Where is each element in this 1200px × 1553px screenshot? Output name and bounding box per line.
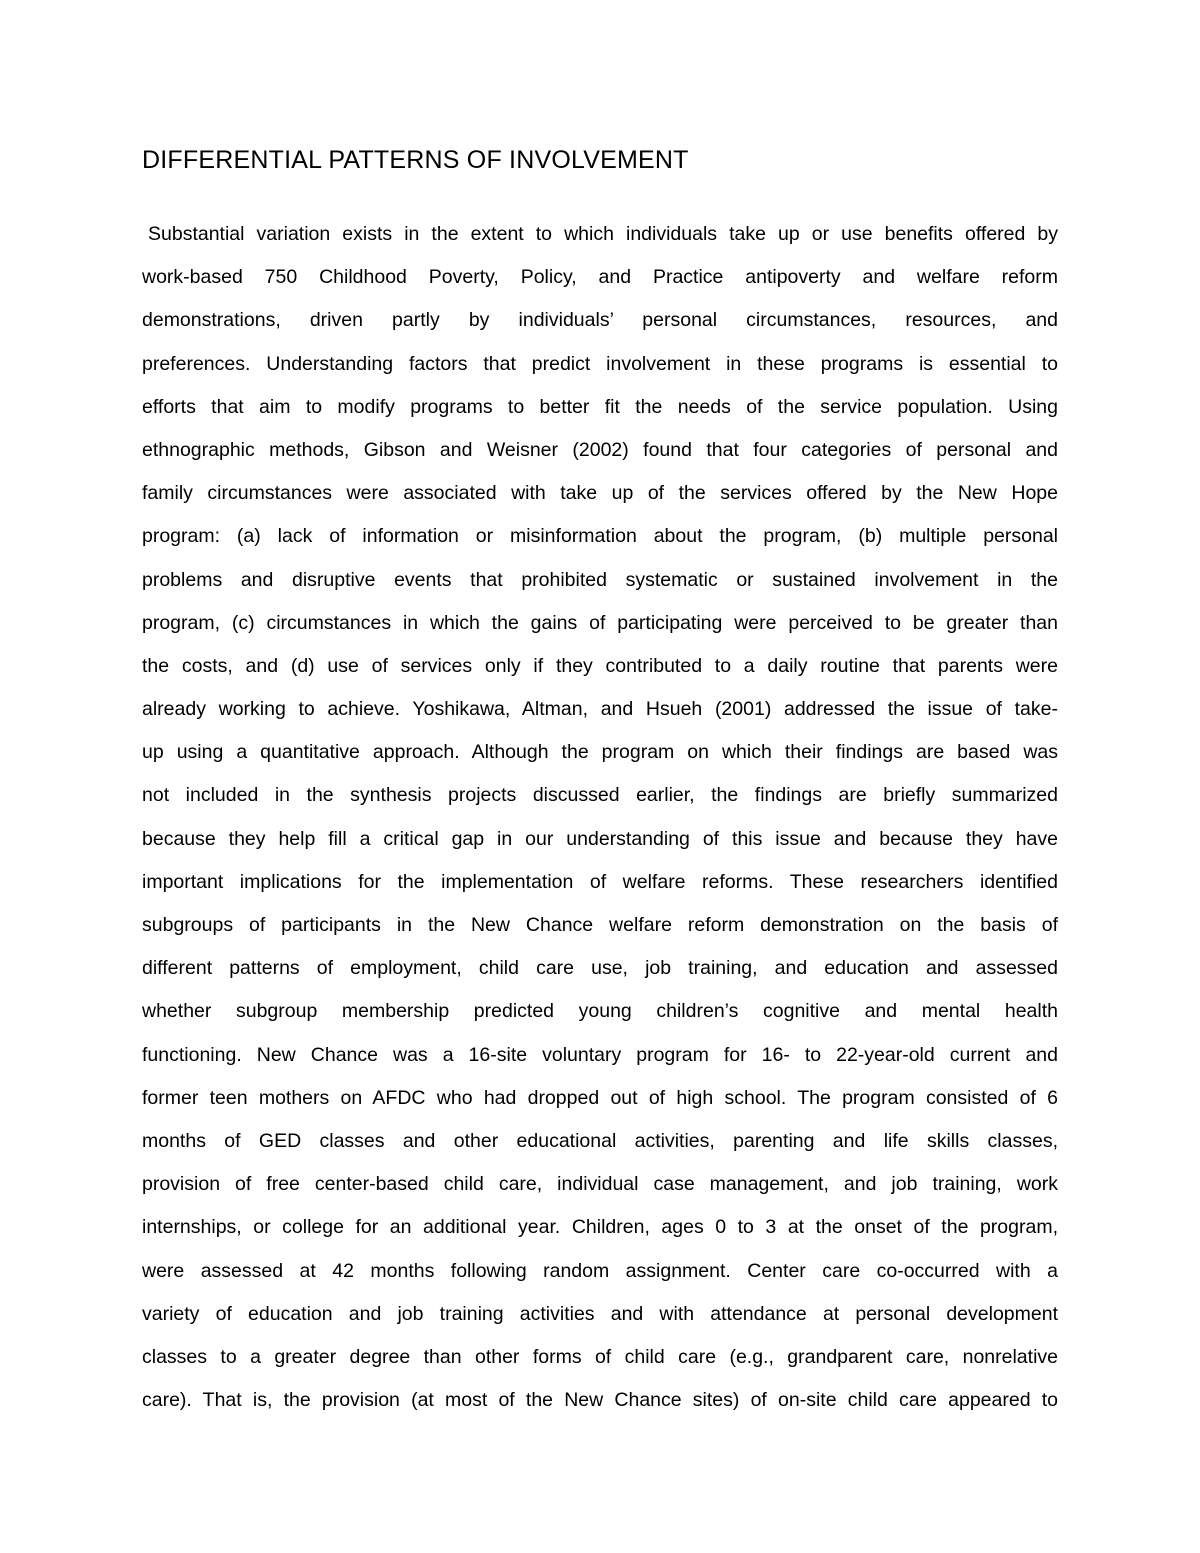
paragraph-line: preferences. Understanding factors that predict involvement in these programs is essential to — [142, 352, 1058, 375]
paragraph-line: program, (c) circumstances in which the gains of participating were perceived to be greater than — [142, 611, 1058, 634]
paragraph-line: problems and disruptive events that prohibited systematic or sustained involvement in the — [142, 568, 1058, 591]
paragraph-line: whether subgroup membership predicted young children’s cognitive and mental health — [142, 1000, 1058, 1023]
paragraph-line: internships, or college for an additional year. Children, ages 0 to 3 at the onset of the program, — [142, 1216, 1058, 1239]
paragraph-line: family circumstances were associated with take up of the services offered by the New Hope — [142, 482, 1058, 505]
paragraph-line: ethnographic methods, Gibson and Weisner (2002) found that four categories of personal and — [142, 438, 1058, 461]
paragraph-line: provision of free center-based child care, individual case management, and job training, work — [142, 1173, 1058, 1196]
paragraph-line: already working to achieve. Yoshikawa, Altman, and Hsueh (2001) addressed the issue of take- — [142, 698, 1058, 721]
page-title: DIFFERENTIAL PATTERNS OF INVOLVEMENT — [142, 146, 689, 174]
paragraph-line: because they help fill a critical gap in our understanding of this issue and because they have — [142, 827, 1058, 850]
paragraph-line: functioning. New Chance was a 16-site voluntary program for 16- to 22-year-old current and — [142, 1043, 1058, 1066]
paragraph-line: care). That is, the provision (at most of the New Chance sites) of on-site child care appeared to — [142, 1389, 1058, 1412]
paragraph-line: months of GED classes and other educational activities, parenting and life skills classes, — [142, 1129, 1058, 1152]
paragraph-line: subgroups of participants in the New Chance welfare reform demonstration on the basis of — [142, 914, 1058, 936]
paragraph-line: were assessed at 42 months following random assignment. Center care co-occurred with a — [142, 1259, 1058, 1282]
body-paragraph — [142, 213, 1058, 1422]
paragraph-line: classes to a greater degree than other forms of child care (e.g., grandparent care, nonrelative — [142, 1345, 1058, 1368]
paragraph-line: not included in the synthesis projects discussed earlier, the findings are briefly summarized — [142, 784, 1058, 807]
paragraph-line: variety of education and job training activities and with attendance at personal development — [142, 1302, 1058, 1325]
paragraph-line: the costs, and (d) use of services only if they contributed to a daily routine that parents were — [142, 654, 1058, 677]
paragraph-line: efforts that aim to modify programs to better fit the needs of the service population. Using — [142, 395, 1058, 418]
paragraph-line: up using a quantitative approach. Although the program on which their findings are based was — [142, 741, 1058, 764]
paragraph-line: different patterns of employment, child care use, job training, and education and assessed — [142, 957, 1058, 980]
paragraph-line: former teen mothers on AFDC who had dropped out of high school. The program consisted of 6 — [142, 1086, 1058, 1109]
paragraph-line: program: (a) lack of information or misinformation about the program, (b) multiple personal — [142, 525, 1058, 548]
paragraph-line: important implications for the implementation of welfare reforms. These researchers identified — [142, 870, 1058, 893]
paragraph-line: demonstrations, driven partly by individuals’ personal circumstances, resources, and — [142, 309, 1058, 332]
paragraph-line: Substantial variation exists in the extent to which individuals take up or use benefits offered by — [148, 223, 1058, 245]
paragraph-line: work-based 750 Childhood Poverty, Policy, and Practice antipoverty and welfare reform — [142, 266, 1058, 289]
